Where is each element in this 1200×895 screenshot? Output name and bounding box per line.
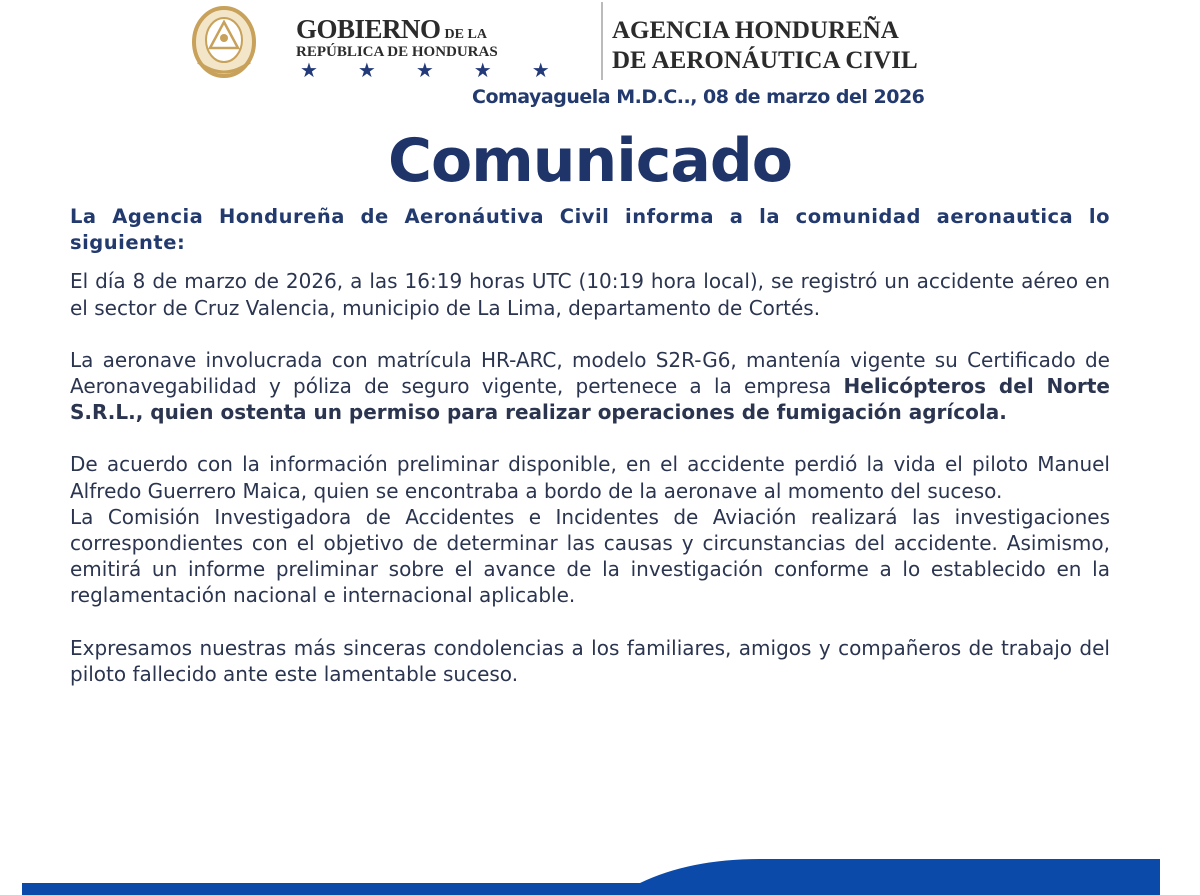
paragraph-investigation: La Comisión Investigadora de Accidentes e Incidentes de Aviación realizará las investigaciones correspondientes con el objetivo de determinar las causas y circunstancias del accidente. Asimismo, emitirá un informe preliminar sobre el avance de la investigación conforme a lo establecido en la reglamentación nacional e internacional aplicable.: [70, 504, 1110, 608]
communique-body: [70, 204, 1110, 687]
government-name: [296, 14, 498, 60]
honduras-coat-of-arms-icon: [188, 2, 260, 80]
gov-main-text: GOBIERNO: [296, 14, 441, 44]
operator-text: Helicópteros del Norte S.R.L., quien ostenta un permiso para realizar operaciones de fumigación agrícola.: [70, 374, 1110, 425]
agency-name: [612, 16, 918, 76]
agency-line-2: DE AERONÁUTICA CIVIL: [612, 47, 918, 74]
divider: [601, 2, 603, 80]
intro-paragraph: La Agencia Hondureña de Aeronáutiva Civil informa a la comunidad aeronautica lo siguiente:: [70, 205, 1110, 255]
letterhead: [188, 2, 1038, 82]
footer-band: [0, 855, 1200, 895]
page-title: Comunicado: [388, 126, 792, 196]
paragraph-condolences: Expresamos nuestras más sinceras condolencias a los familiares, amigos y compañeros de trabajo del piloto fallecido ante este lamentable suceso.: [70, 635, 1110, 686]
aircraft-text: La aeronave involucrada con matrícula HR-ARC, modelo S2R-G6, mantenía vigente su Certificado de Aeronavegabilidad y póliza de seguro vigente, pertenece a la empresa: [70, 347, 1110, 399]
gov-sub-text: REPÚBLICA DE HONDURAS: [296, 44, 498, 60]
stars-icon: ★★★★★: [300, 58, 590, 82]
agency-line-1: AGENCIA HONDUREÑA: [612, 17, 899, 44]
paragraph-event: El día 8 de marzo de 2026, a las 16:19 horas UTC (10:19 hora local), se registró un accidente aéreo en el sector de Cruz Valencia, municipio de La Lima, departamento de Cortés.: [70, 269, 1110, 320]
date-line: Comayaguela M.D.C.., 08 de marzo del 2026: [472, 86, 925, 108]
paragraph-aircraft: [70, 347, 1110, 426]
paragraph-victim: De acuerdo con la información preliminar disponible, en el accidente perdió la vida el piloto Manuel Alfredo Guerrero Maica, quien se encontraba a bordo de la aeronave al momento del suceso.: [70, 452, 1110, 503]
gov-suffix-text: DE LA: [444, 27, 487, 42]
